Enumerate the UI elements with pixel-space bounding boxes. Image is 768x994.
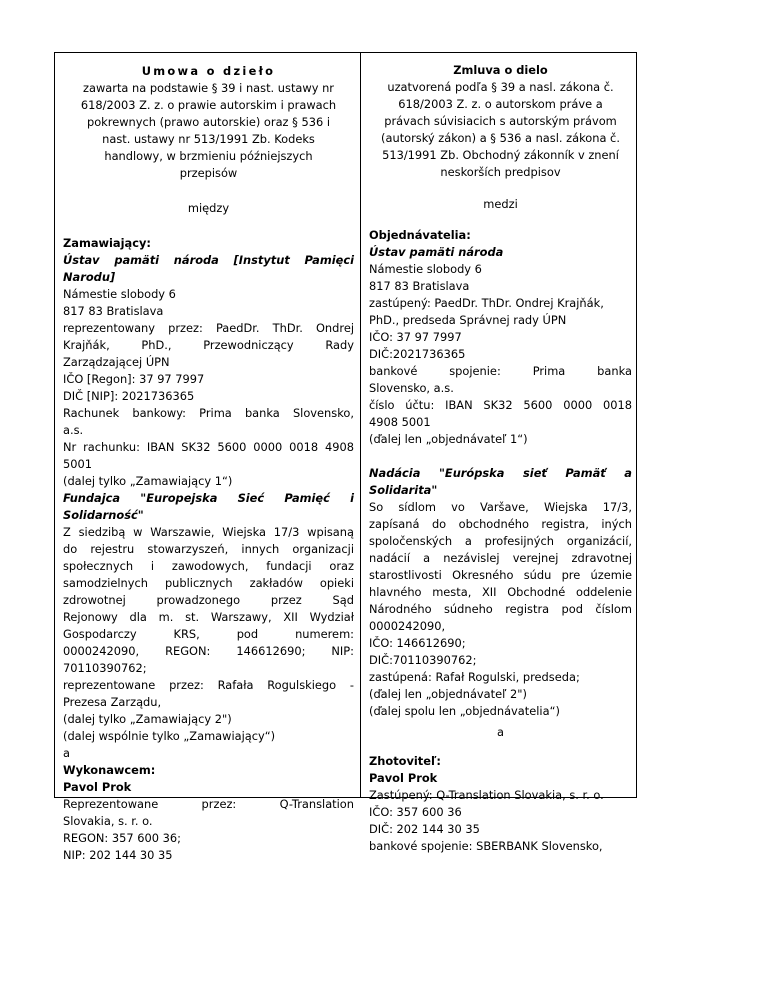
heading-line: uzatvorená podľa § 39 a nasl. zákona č.: [387, 80, 614, 94]
heading-line: zawarta na podstawie § 39 i nast. ustawy nr: [83, 81, 334, 95]
party2-representative-line: reprezentowane przez: Rafała Rogulskiego -: [63, 678, 354, 692]
party2-seat-line: Gospodarczy KRS, pod numerem:: [63, 627, 354, 641]
ordering-party-label: Zamawiający:: [63, 236, 151, 250]
party1-bank-line: Rachunek bankowy: Prima banka Slovensko,: [63, 406, 354, 420]
party2-seat-line: spoločenských a profesijných organizácií,: [369, 534, 632, 548]
and-conjunction: a: [63, 746, 70, 760]
contractor-name: Pavol Prok: [63, 780, 132, 794]
party2-seat-line: So sídlom vo Varšave, Wiejska 17/3,: [369, 500, 632, 514]
party1-representative-line: Zarządzającej ÚPN: [63, 355, 170, 369]
party1-bank-line: a.s.: [63, 423, 84, 437]
joint-alias: (dalej wspólnie tylko „Zamawiający“): [63, 729, 276, 743]
contractor-representative-line: Reprezentowane przez: Q-Translation: [63, 797, 354, 811]
party1-name-line: Narodu]: [63, 270, 116, 284]
party1-alias: (ďalej len „objednávateľ 1“): [369, 432, 528, 446]
between-label-sk: medzi: [483, 197, 518, 211]
heading-line: (autorský zákon) a § 536 a nasl. zákona č.: [381, 131, 620, 145]
party2-seat-line: do rejestru stowarzyszeń, innych organizacji: [63, 542, 354, 556]
party1-address-line: 817 83 Bratislava: [369, 279, 470, 293]
heading-line: neskorších predpisov: [440, 165, 561, 179]
party1-id-line: IČO: 37 97 7997: [369, 330, 462, 344]
party2-seat-line: Národného súdneho registra pod číslom: [369, 602, 632, 616]
heading-line: przepisów: [179, 166, 238, 180]
party1-address-line: Námestie slobody 6: [63, 287, 176, 301]
party1-bank-line: bankové spojenie: Prima banka: [369, 364, 632, 378]
party2-seat-line: Rejonowy dla m. st. Warszawy, XII Wydział: [63, 610, 354, 624]
party1-representative-line: PhD., predseda Správnej rady ÚPN: [369, 313, 567, 327]
party1-account-line: 4908 5001: [369, 415, 431, 429]
heading-line: nast. ustawy nr 513/1991 Zb. Kodeks: [102, 132, 315, 146]
party1-account-line: Nr rachunku: IBAN SK32 5600 0000 0018 4908: [63, 440, 354, 454]
party2-seat-line: zdrowotnej prowadzonego przez Sąd: [63, 593, 354, 607]
party2-seat-line: nadácií a nezávislej verejnej zdravotnej: [369, 551, 632, 565]
party2-seat-line: 0000242090, REGON: 146612690; NIP:: [63, 644, 354, 658]
contract-title-pl: Umowa o dzieło: [141, 64, 276, 78]
contractor-id-line: DIČ: 202 144 30 35: [369, 822, 480, 836]
contract-table: [54, 52, 637, 862]
party2-block: [369, 465, 632, 720]
contract-heading-sk: [369, 79, 632, 181]
party1-account-line: 5001: [63, 457, 92, 471]
heading-line: pokrewnych (prawo autorskie) oraz § 536 i: [86, 115, 331, 129]
party1-account-line: číslo účtu: IBAN SK32 5600 0000 0018: [369, 398, 632, 412]
party1-address-line: 817 83 Bratislava: [63, 304, 164, 318]
party2-alias: (ďalej len „objednávateľ 2"): [369, 687, 527, 701]
party2-id-line: IČO: 146612690;: [369, 636, 466, 650]
party2-seat-line: 0000242090,: [369, 619, 446, 633]
heading-line: handlowy, w brzmieniu późniejszych: [104, 149, 313, 163]
party1-alias: (dalej tylko „Zamawiający 1“): [63, 474, 233, 488]
ordering-party-label: Objednávatelia:: [369, 228, 471, 242]
party1-bank-line: Slovensko, a.s.: [369, 381, 454, 395]
party2-id-line: DIČ:70110390762;: [369, 653, 477, 667]
contractor-label: Zhotoviteľ:: [369, 754, 441, 768]
party1-id-line: IČO [Regon]: 37 97 7997: [63, 372, 205, 386]
party1-name: Ústav pamäti národa: [369, 245, 504, 259]
contractor-name: Pavol Prok: [369, 771, 438, 785]
contractor-label: Wykonawcem:: [63, 763, 156, 777]
party2-name-line: Fundajca "Europejska Sieć Pamięć i: [63, 491, 354, 505]
party-section-sk: [369, 227, 632, 855]
party2-representative-line: Prezesa Zarządu,: [63, 695, 162, 709]
contract-title-sk: Zmluva o dielo: [453, 63, 548, 77]
party1-address-line: Námestie slobody 6: [369, 262, 482, 276]
party1-id-line: DIČ:2021736365: [369, 347, 466, 361]
contractor-representative: Zastúpený: Q-Translation Slovakia, s. r. o.: [369, 788, 604, 802]
party2-representative: zastúpená: Rafał Rogulski, predseda;: [369, 670, 580, 684]
heading-line: právach súvisiacich s autorským právom: [384, 114, 617, 128]
heading-line: 618/2003 Z. z. o autorskom práve a: [398, 97, 603, 111]
party-section-pl: [63, 235, 354, 864]
party2-seat-line: społecznych i zawodowych, fundacji oraz: [63, 559, 354, 573]
party1-representative-line: reprezentowany przez: PaedDr. ThDr. Ondrej: [63, 321, 354, 335]
party2-name-line: Solidarita": [369, 483, 438, 497]
party2-seat-line: hlavného mesta, XII Obchodné oddelenie: [369, 585, 632, 599]
party1-id-line: DIČ [NIP]: 2021736365: [63, 389, 195, 403]
party1-representative-line: Krajňák, PhD., Przewodniczący Rady: [63, 338, 354, 352]
party2-seat-line: 70110390762;: [63, 661, 147, 675]
joint-alias: (ďalej spolu len „objednávatelia“): [369, 704, 560, 718]
party2-seat-line: Z siedzibą w Warszawie, Wiejska 17/3 wpisaną: [63, 525, 354, 539]
contractor-id-line: NIP: 202 144 30 35: [63, 848, 173, 862]
party2-seat-line: zapísaná do obchodného registra, iných: [369, 517, 632, 531]
and-conjunction: a: [497, 725, 504, 739]
contractor-id-line: IČO: 357 600 36: [369, 805, 462, 819]
polish-column: [55, 53, 360, 862]
party2-name-line: Nadácia "Európska sieť Pamäť a: [369, 466, 632, 480]
slovak-column: [361, 53, 638, 853]
party1-representative-line: zastúpený: PaedDr. ThDr. Ondrej Krajňák,: [369, 296, 604, 310]
contractor-representative-line: Slovakia, s. r. o.: [63, 814, 153, 828]
contract-heading-pl: [63, 80, 354, 182]
heading-line: 618/2003 Z. z. o prawie autorskim i prawach: [80, 98, 337, 112]
party2-name-line: Solidarność": [63, 508, 144, 522]
between-label-pl: między: [187, 201, 230, 215]
party1-name-line: Ústav pamäti národa [Instytut Pamięci: [63, 253, 354, 267]
contractor-bank: bankové spojenie: SBERBANK Slovensko,: [369, 839, 603, 853]
party2-seat-line: starostlivosti Okresného súdu pre územie: [369, 568, 632, 582]
party2-seat-line: samodzielnych publicznych zakładów opieki: [63, 576, 354, 590]
heading-line: 513/1991 Zb. Obchodný zákonník v znení: [382, 148, 619, 162]
party2-alias: (dalej tylko „Zamawiający 2"): [63, 712, 232, 726]
contractor-id-line: REGON: 357 600 36;: [63, 831, 181, 845]
